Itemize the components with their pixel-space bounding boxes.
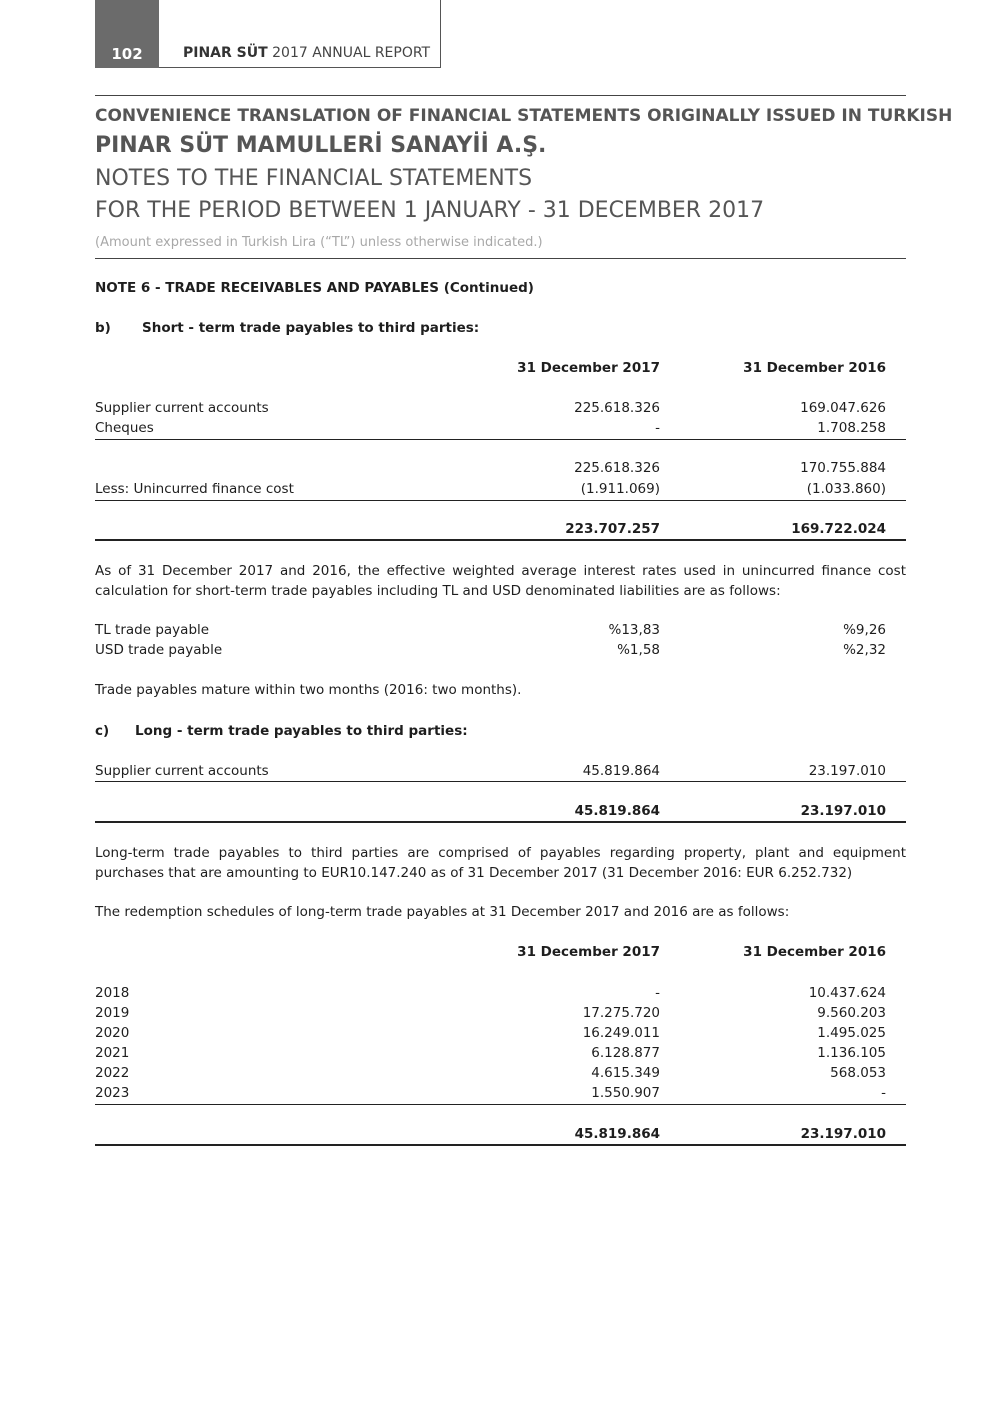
page-number: 102 (95, 0, 159, 68)
rate-row-value-2016: %9,26 (843, 622, 886, 638)
rate-row-label: USD trade payable (95, 642, 223, 658)
section-b-title: Short - term trade payables to third parties: (142, 320, 480, 336)
year-row-value-2017: 1.550.907 (591, 1085, 660, 1101)
year-row-value-2017: 16.249.011 (582, 1025, 660, 1041)
divider (95, 500, 906, 501)
table-row-value-2016: 169.047.626 (800, 400, 886, 416)
section-b-total-2017: 223.707.257 (565, 521, 660, 537)
table-row-label: Supplier current accounts (95, 763, 269, 779)
year-row-label: 2020 (95, 1025, 130, 1041)
section-c-title: Long - term trade payables to third parties: (135, 723, 468, 739)
redemption-col2-header: 31 December 2016 (743, 944, 886, 960)
year-row-value-2017: 4.615.349 (591, 1065, 660, 1081)
year-row-value-2016: 9.560.203 (817, 1005, 886, 1021)
rate-row-value-2017: %13,83 (608, 622, 660, 638)
rate-row-value-2017: %1,58 (617, 642, 660, 658)
divider (95, 781, 906, 782)
convenience-title: CONVENIENCE TRANSLATION OF FINANCIAL STATEMENTS ORIGINALLY ISSUED IN TURKISH (95, 106, 953, 126)
section-c-total-2017: 45.819.864 (574, 803, 660, 819)
total-double-rule (95, 539, 906, 541)
divider (95, 1104, 906, 1105)
section-b-col2-header: 31 December 2016 (743, 360, 886, 376)
maturity-note: Trade payables mature within two months (2016: two months). (95, 682, 522, 698)
section-b-col1-header: 31 December 2017 (517, 360, 660, 376)
year-row-value-2016: 1.136.105 (817, 1045, 886, 1061)
year-row-value-2016: - (881, 1085, 886, 1101)
year-row-label: 2018 (95, 985, 130, 1001)
title-bottom-rule (95, 258, 906, 259)
period-title: FOR THE PERIOD BETWEEN 1 JANUARY - 31 DECEMBER 2017 (95, 198, 765, 223)
year-row-value-2016: 568.053 (830, 1065, 886, 1081)
report-header (95, 0, 441, 68)
interest-rate-paragraph: As of 31 December 2017 and 2016, the effective weighted average interest rates used in unincurred finance cost calculation for short-term trade payables including TL and USD denominated liabilities are as follows: (95, 563, 906, 599)
section-c-letter: c) (95, 723, 110, 739)
table-row-value-2017: - (655, 420, 660, 436)
table-row-label: Less: Unincurred finance cost (95, 481, 294, 497)
year-row-value-2017: 17.275.720 (582, 1005, 660, 1021)
redemption-total-2016: 23.197.010 (800, 1126, 886, 1142)
year-row-label: 2019 (95, 1005, 130, 1021)
table-row-value-2016: 23.197.010 (808, 763, 886, 779)
table-row-value-2016: (1.033.860) (806, 481, 886, 497)
total-double-rule (95, 821, 906, 823)
company-name: PINAR SÜT MAMULLERİ SANAYİİ A.Ş. (95, 133, 547, 158)
long-term-paragraph: Long-term trade payables to third parties are comprised of payables regarding property, plant and equipment purchases that are amounting to EUR10.147.240 as of 31 December 2017 (31 December 2016: EUR 6.252.732) (95, 845, 906, 881)
year-row-label: 2021 (95, 1045, 130, 1061)
table-row-value-2017: (1.911.069) (580, 481, 660, 497)
section-b-total-2016: 169.722.024 (791, 521, 886, 537)
table-row-value-2017: 225.618.326 (574, 460, 660, 476)
notes-title: NOTES TO THE FINANCIAL STATEMENTS (95, 166, 533, 191)
section-c-total-2016: 23.197.010 (800, 803, 886, 819)
amount-note: (Amount expressed in Turkish Lira (“TL”) unless otherwise indicated.) (95, 235, 543, 250)
redemption-col1-header: 31 December 2017 (517, 944, 660, 960)
year-row-label: 2022 (95, 1065, 130, 1081)
report-brand: PINAR SÜT (183, 45, 268, 61)
year-row-label: 2023 (95, 1085, 130, 1101)
table-row-value-2017: 45.819.864 (582, 763, 660, 779)
redemption-total-2017: 45.819.864 (574, 1126, 660, 1142)
rate-row-value-2016: %2,32 (843, 642, 886, 658)
redemption-intro: The redemption schedules of long-term trade payables at 31 December 2017 and 2016 are as follows: (95, 904, 790, 920)
note-title: NOTE 6 - TRADE RECEIVABLES AND PAYABLES (Continued) (95, 280, 534, 296)
year-row-value-2016: 1.495.025 (817, 1025, 886, 1041)
table-row-value-2016: 170.755.884 (800, 460, 886, 476)
year-row-value-2017: - (655, 985, 660, 1001)
table-row-label: Supplier current accounts (95, 400, 269, 416)
rate-row-label: TL trade payable (95, 622, 210, 638)
divider (95, 439, 906, 440)
report-rest: 2017 ANNUAL REPORT (272, 45, 431, 61)
table-row-value-2017: 225.618.326 (574, 400, 660, 416)
total-double-rule (95, 1144, 906, 1146)
report-title (183, 45, 430, 61)
table-row-label: Cheques (95, 420, 154, 436)
year-row-value-2016: 10.437.624 (808, 985, 886, 1001)
title-top-rule (95, 95, 906, 96)
year-row-value-2017: 6.128.877 (591, 1045, 660, 1061)
table-row-value-2016: 1.708.258 (817, 420, 886, 436)
section-b-letter: b) (95, 320, 111, 336)
